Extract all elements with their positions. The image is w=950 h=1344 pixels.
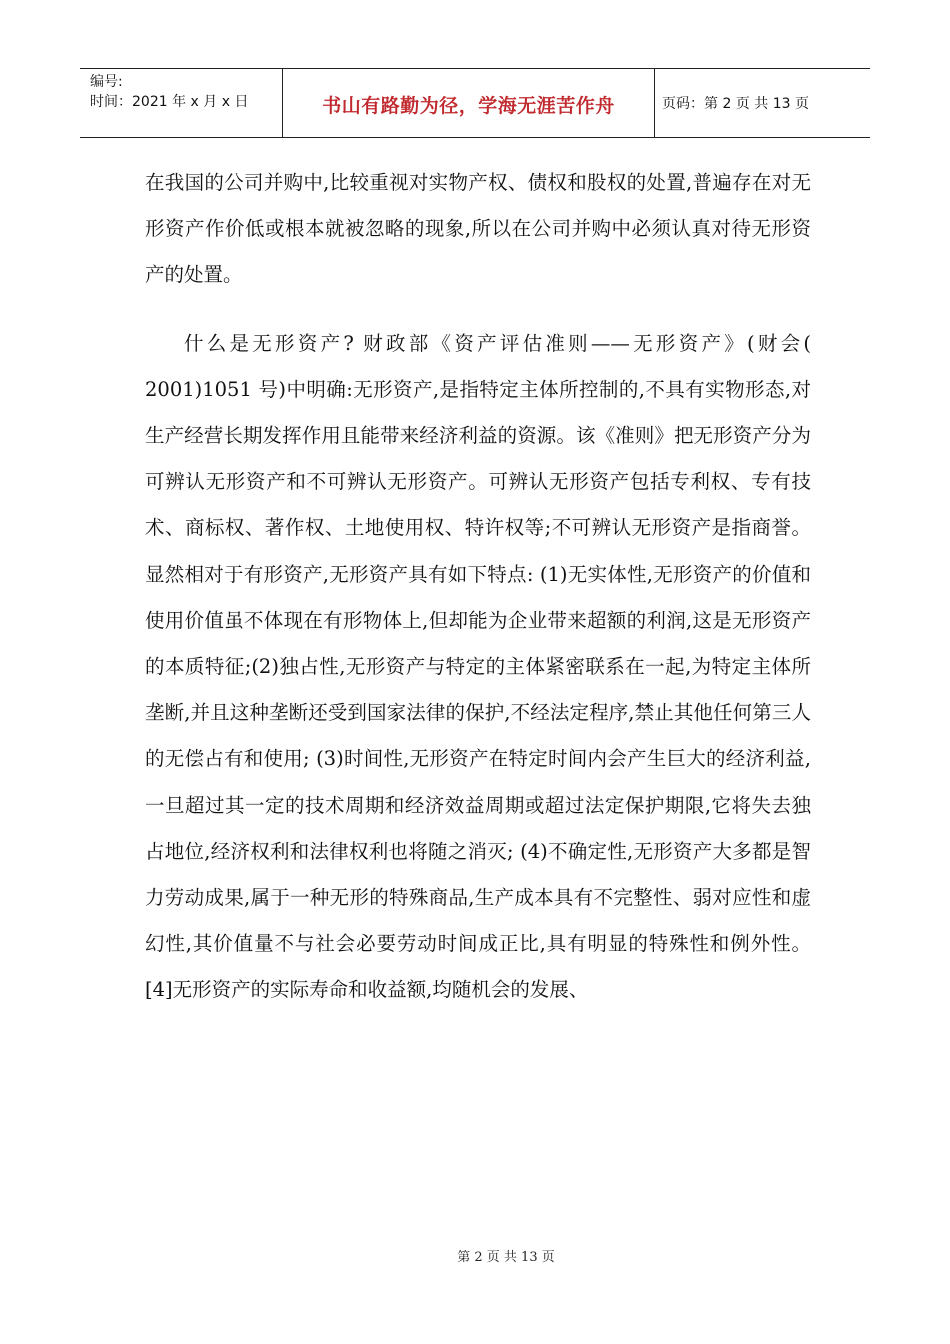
body-paragraph-1: 在我国的公司并购中,比较重视对实物产权、债权和股权的处置,普遍存在对无形资产作价低或根本就被忽略的现象,所以在公司并购中必须认真对待无形资产的处置。 (145, 171, 811, 287)
header-meta (80, 69, 283, 137)
header-motto-cell (283, 69, 655, 137)
page-footer: 第 2 页 共 13 页 (457, 1250, 555, 1265)
header-page-info: 页码：第 2 页 共 13 页 (662, 96, 809, 112)
document-body (145, 160, 811, 1014)
header-motto: 书山有路勤为径，学海无涯苦作舟 (322, 94, 615, 117)
document-header (80, 68, 870, 138)
document-date-label: 时间：2021 年 x 月 x 日 (90, 94, 249, 110)
document-number-label: 编号: (90, 74, 123, 90)
body-paragraph-2: 什么是无形资产? 财政部《资产评估准则——无形资产》(财会( 2001)1051 号)中明确:无形资产,是指特定主体所控制的,不具有实物形态,对生产经营长期发挥作用且能带来经济利益的资源。该《准则》把无形资产分为可辨认无形资产和不可辨认无形资产。可辨认无形资产包括专利权、专有技术、商标权、著作权、土地使用权、特许权等;不可辨认无形资产是指商誉。显然相对于有形资产,无形资产具有如下特点: (1)无实体性,无形资产的价值和使用价值虽不体现在有形物体上,但却能为企业带来超额的利润,这是无形资产的本质特征;(2)独占性,无形资产与特定的主体紧密联系在一起,为特定主体所垄断,并且这种垄断还受到国家法律的保护,不经法定程序,禁止其他任何第三人的无偿占有和使用; (3)时间性,无形资产在特定时间内会产生巨大的经济利益,一旦超过其一定的技术周期和经济效益周期或超过法定保护期限,它将失去独占地位,经济权利和法律权利也将随之消灭; (4)不确定性,无形资产大多都是智力劳动成果,属于一种无形的特殊商品,生产成本具有不完整性、弱对应性和虚幻性,其价值量不与社会必要劳动时间成正比,具有明显的特殊性和例外性。 [4]无形资产的实际寿命和收益额,均随机会的发展、 (145, 331, 811, 1002)
